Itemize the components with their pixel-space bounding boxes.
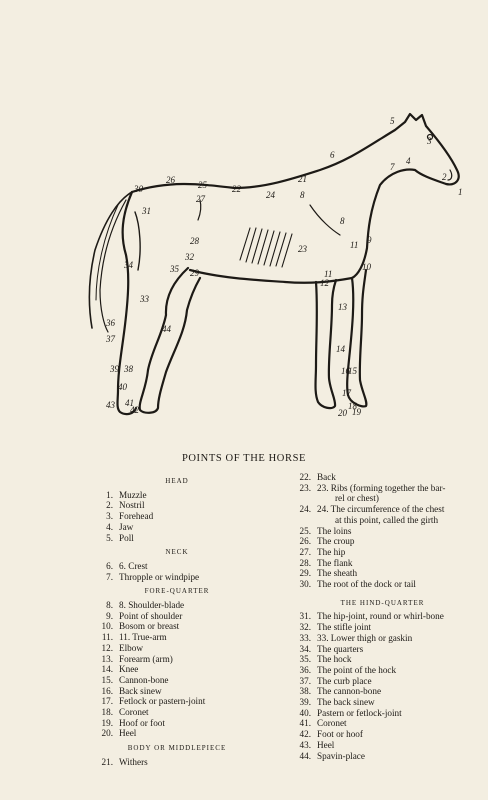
point-label-4: 4 — [406, 156, 411, 166]
legend-item — [295, 729, 470, 740]
point-label-39: 39 — [110, 364, 119, 374]
legend-item-number: 43. — [299, 739, 311, 750]
legend-item-text — [119, 696, 257, 707]
legend-item-number: 5. — [106, 532, 113, 543]
legend-item-line: Muzzle — [119, 489, 147, 500]
legend-item-number: 37. — [299, 675, 311, 686]
point-label-12: 12 — [320, 278, 329, 288]
legend-item-text — [317, 611, 470, 622]
legend-item-number: 24. — [299, 504, 311, 515]
point-label-23: 23 — [298, 244, 307, 254]
legend-item-number: 14. — [101, 664, 113, 675]
legend-item-line: The curb place — [317, 675, 372, 686]
legend-item-text — [119, 511, 257, 522]
legend-item-number: 15. — [101, 674, 113, 685]
point-label-5: 5 — [390, 116, 395, 126]
legend-item-line: Heel — [317, 739, 335, 750]
legend-item-text — [317, 622, 470, 633]
legend-item-line: 23. Ribs (forming together the bar- — [317, 482, 446, 493]
legend-item-number: 39. — [299, 697, 311, 708]
legend-item-text — [317, 644, 470, 655]
legend-item — [295, 740, 470, 751]
legend-item-number: 44. — [299, 750, 311, 761]
legend-item-number: 33. — [299, 632, 311, 643]
legend-item — [97, 728, 257, 739]
legend-item-line: Point of shoulder — [119, 610, 183, 621]
legend-item — [97, 675, 257, 686]
legend-item-text — [119, 643, 257, 654]
legend-item-number: 38. — [299, 686, 311, 697]
legend-item-text — [317, 633, 470, 644]
section-heading-head: HEAD — [165, 477, 189, 485]
legend-item-number: 40. — [299, 707, 311, 718]
legend-item — [97, 664, 257, 675]
legend-item — [295, 526, 470, 537]
legend-item-number: 29. — [299, 568, 311, 579]
legend-item-number: 16. — [101, 685, 113, 696]
legend-item-number: 35. — [299, 654, 311, 665]
point-label-11b: 11 — [324, 269, 333, 279]
legend-item-line: Poll — [119, 532, 134, 543]
legend-item-text — [317, 654, 470, 665]
legend-item-number: 28. — [299, 557, 311, 568]
legend-item-number: 27. — [299, 546, 311, 557]
legend-item-number: 22. — [299, 472, 311, 482]
legend-item — [97, 511, 257, 522]
legend-item-line: Withers — [119, 756, 148, 767]
legend-item — [295, 665, 470, 676]
legend-item-line: Nostril — [119, 500, 145, 511]
legend-item-line: Hoof or foot — [119, 717, 165, 728]
legend-item-text — [317, 751, 470, 762]
legend-item-line: Back — [317, 472, 336, 482]
legend-item-text — [119, 500, 257, 511]
legend-item-text — [119, 600, 257, 611]
page-title: POINTS OF THE HORSE — [181, 453, 307, 464]
legend-item-number: 10. — [101, 621, 113, 632]
legend-item-line: Jaw — [119, 521, 134, 532]
legend-item — [295, 504, 470, 525]
legend-item-number: 6. — [106, 560, 113, 571]
legend-item — [97, 561, 257, 572]
legend-item-line: 11. True-arm — [119, 632, 167, 643]
point-label-36: 36 — [106, 318, 115, 328]
legend-item-text — [119, 654, 257, 665]
legend-item-line-continued: at this point, called the girth — [335, 514, 439, 525]
legend-item-text — [119, 757, 257, 768]
legend-item-text — [317, 547, 470, 558]
legend-item-number: 4. — [106, 521, 113, 532]
legend-item-text — [317, 686, 470, 697]
legend-item-line: Bosom or breast — [119, 621, 180, 632]
legend-item — [295, 686, 470, 697]
point-label-22: 22 — [232, 184, 241, 194]
legend-item — [295, 622, 470, 633]
legend-item-line: Cannon-bone — [119, 674, 169, 685]
legend-item — [97, 632, 257, 643]
point-label-8b: 8 — [340, 216, 345, 226]
legend-item — [97, 572, 257, 583]
point-label-33: 33 — [140, 294, 149, 304]
legend-item-line: Coronet — [119, 707, 149, 718]
legend-item-text — [317, 536, 470, 547]
legend-item — [97, 611, 257, 622]
legend-item-number: 21. — [101, 756, 113, 767]
point-label-13: 13 — [338, 302, 347, 312]
legend-item-number: 1. — [106, 489, 113, 500]
legend-item-number: 31. — [299, 611, 311, 622]
legend-item-text — [119, 664, 257, 675]
legend-item-text — [317, 665, 470, 676]
legend-item-text — [317, 472, 470, 483]
legend-item — [97, 533, 257, 544]
point-label-18: 18 — [348, 401, 357, 411]
legend-item-number: 13. — [101, 653, 113, 664]
legend-item-text — [119, 728, 257, 739]
legend-item — [295, 611, 470, 622]
legend-item-text — [119, 686, 257, 697]
point-label-14: 14 — [336, 344, 345, 354]
point-label-10: 10 — [362, 262, 371, 272]
point-label-1: 1 — [458, 187, 463, 197]
point-label-19: 19 — [352, 407, 361, 417]
legend-item-text — [317, 740, 470, 751]
legend-item — [97, 757, 257, 768]
legend-item-line: The back sinew — [317, 697, 375, 708]
legend-item — [97, 686, 257, 697]
legend-item — [295, 633, 470, 644]
legend-item-number: 19. — [101, 717, 113, 728]
legend-item-line: The loins — [317, 525, 352, 536]
legend-item-line: The quarters — [317, 643, 364, 654]
legend-item — [295, 472, 470, 483]
point-label-44: 44 — [162, 324, 171, 334]
legend-item — [295, 644, 470, 655]
legend-item-line: The stifle joint — [317, 622, 372, 633]
legend-item — [295, 751, 470, 762]
section-heading-fore-quarter: FORE-QUARTER — [144, 587, 210, 596]
legend-item — [97, 600, 257, 611]
horse-outline-drawing — [70, 100, 470, 430]
legend-item-line: Forehead — [119, 511, 154, 522]
legend-item-text — [317, 504, 470, 525]
legend-item-number: 32. — [299, 622, 311, 633]
legend-item — [295, 558, 470, 569]
legend-item — [295, 579, 470, 590]
legend-item-line: Forearm (arm) — [119, 653, 173, 664]
legend-item-number: 30. — [299, 579, 311, 590]
legend-item-line: 8. Shoulder-blade — [119, 600, 185, 611]
point-label-27: 27 — [196, 194, 205, 204]
legend-item-number: 18. — [101, 707, 113, 718]
legend-item-line: Coronet — [317, 718, 347, 729]
point-label-26: 26 — [166, 175, 175, 185]
section-heading-neck: NECK — [165, 548, 189, 557]
legend-item-line: 33. Lower thigh or gaskin — [317, 632, 413, 643]
legend-item-line: Back sinew — [119, 685, 162, 696]
legend-item — [97, 522, 257, 533]
point-label-16: 16 — [341, 366, 350, 376]
legend-item — [97, 707, 257, 718]
point-label-30: 30 — [134, 184, 143, 194]
legend-item-line: The sheath — [317, 568, 358, 579]
legend-item-number: 3. — [106, 511, 113, 522]
point-label-35: 35 — [170, 264, 179, 274]
legend-item-number: 7. — [106, 571, 113, 582]
legend-item-line: Pastern or fetlock-joint — [317, 707, 402, 718]
legend-item-line: The root of the dock or tail — [317, 579, 416, 590]
point-label-37: 37 — [106, 334, 115, 344]
legend-item-text — [317, 718, 470, 729]
legend-item-number: 23. — [299, 482, 311, 493]
legend-item — [295, 676, 470, 687]
point-label-28: 28 — [190, 236, 199, 246]
legend-item-line: The hip — [317, 546, 346, 557]
legend-item — [97, 643, 257, 654]
legend-item-line: Heel — [119, 728, 137, 739]
legend-item — [295, 654, 470, 665]
legend-item-line: Elbow — [119, 642, 143, 653]
point-label-11a: 11 — [350, 240, 359, 250]
legend-item-text — [119, 561, 257, 572]
legend-item-text — [119, 718, 257, 729]
legend-item-text — [119, 621, 257, 632]
legend-item-text — [119, 522, 257, 533]
point-label-32: 32 — [185, 252, 194, 262]
legend-item-line: Fetlock or pastern-joint — [119, 696, 206, 707]
point-label-24: 24 — [266, 190, 275, 200]
legend-item-line: The flank — [317, 557, 353, 568]
legend-item-text — [317, 708, 470, 719]
legend-item — [295, 697, 470, 708]
point-label-8a: 8 — [300, 190, 305, 200]
legend-item — [295, 536, 470, 547]
point-label-21: 21 — [298, 174, 307, 184]
legend-item — [97, 718, 257, 729]
point-label-17: 17 — [342, 388, 351, 398]
legend-item-text — [317, 558, 470, 569]
legend-item-number: 34. — [299, 643, 311, 654]
legend-item-text — [119, 533, 257, 544]
section-heading-hind-quarter: THE HIND-QUARTER — [340, 598, 425, 607]
legend-item-number: 2. — [106, 500, 113, 511]
horse-diagram — [70, 100, 470, 430]
legend-item-text — [119, 572, 257, 583]
point-label-3: 3 — [427, 136, 432, 146]
legend-item-number: 42. — [299, 729, 311, 740]
legend-item — [295, 547, 470, 558]
point-label-15: 15 — [348, 366, 357, 376]
legend-item-text — [119, 632, 257, 643]
legend-left-column — [97, 472, 257, 768]
point-label-38: 38 — [124, 364, 133, 374]
legend-item-line: The croup — [317, 536, 355, 547]
point-label-43: 43 — [106, 400, 115, 410]
legend-item-line: Thropple or windpipe — [119, 571, 200, 582]
legend-item — [97, 490, 257, 501]
section-heading-body: BODY OR MIDDLEPIECE — [127, 744, 227, 753]
legend-item-line: The hip-joint, round or whirl-bone — [317, 611, 444, 622]
legend-item-line: The cannon-bone — [317, 686, 382, 697]
legend-item — [97, 621, 257, 632]
point-label-42: 42 — [130, 405, 139, 415]
point-label-7: 7 — [390, 162, 395, 172]
legend-item-number: 9. — [106, 610, 113, 621]
legend-item — [295, 483, 470, 504]
point-label-31: 31 — [142, 206, 151, 216]
point-label-6: 6 — [330, 150, 335, 160]
legend-item-text — [119, 490, 257, 501]
legend-item-text — [317, 729, 470, 740]
legend-item — [295, 718, 470, 729]
legend-item-text — [317, 676, 470, 687]
point-label-20: 20 — [338, 408, 347, 418]
legend-item-text — [119, 611, 257, 622]
legend-item-text — [317, 568, 470, 579]
point-label-41: 41 — [125, 398, 134, 408]
legend-item-line: Knee — [119, 664, 139, 675]
legend-item-text — [317, 697, 470, 708]
legend-item — [97, 500, 257, 511]
legend-item-number: 8. — [106, 600, 113, 611]
legend-item-number: 20. — [101, 728, 113, 739]
legend-item-line-continued: rel or chest) — [335, 493, 379, 504]
point-label-2: 2 — [442, 172, 447, 182]
legend-item-line: The point of the hock — [317, 664, 397, 675]
point-label-29: 29 — [190, 268, 199, 278]
point-label-34: 34 — [124, 260, 133, 270]
legend-item-text — [317, 526, 470, 537]
legend-item-number: 25. — [299, 525, 311, 536]
legend-item-number: 26. — [299, 536, 311, 547]
legend-item-line: 6. Crest — [119, 560, 148, 571]
legend-item-text — [119, 675, 257, 686]
legend-item-text — [317, 483, 470, 504]
legend-item-number: 12. — [101, 642, 113, 653]
legend-item-text — [317, 579, 470, 590]
legend-item-number: 11. — [101, 632, 113, 643]
legend-item — [295, 708, 470, 719]
point-label-40: 40 — [118, 382, 127, 392]
legend-item-line: The hock — [317, 654, 352, 665]
legend-item-line: Foot or hoof — [317, 729, 363, 740]
legend-item-number: 36. — [299, 664, 311, 675]
point-label-25: 25 — [198, 180, 207, 190]
legend-item — [97, 696, 257, 707]
legend-item-number: 41. — [299, 718, 311, 729]
legend-item-number: 17. — [101, 696, 113, 707]
legend-item-text — [119, 707, 257, 718]
legend-right-column — [295, 472, 470, 761]
legend-item — [295, 568, 470, 579]
point-label-9: 9 — [367, 235, 372, 245]
legend-item — [97, 654, 257, 665]
legend-item-line: 24. The circumference of the chest — [317, 504, 445, 515]
legend-item-line: Spavin-place — [317, 750, 365, 761]
